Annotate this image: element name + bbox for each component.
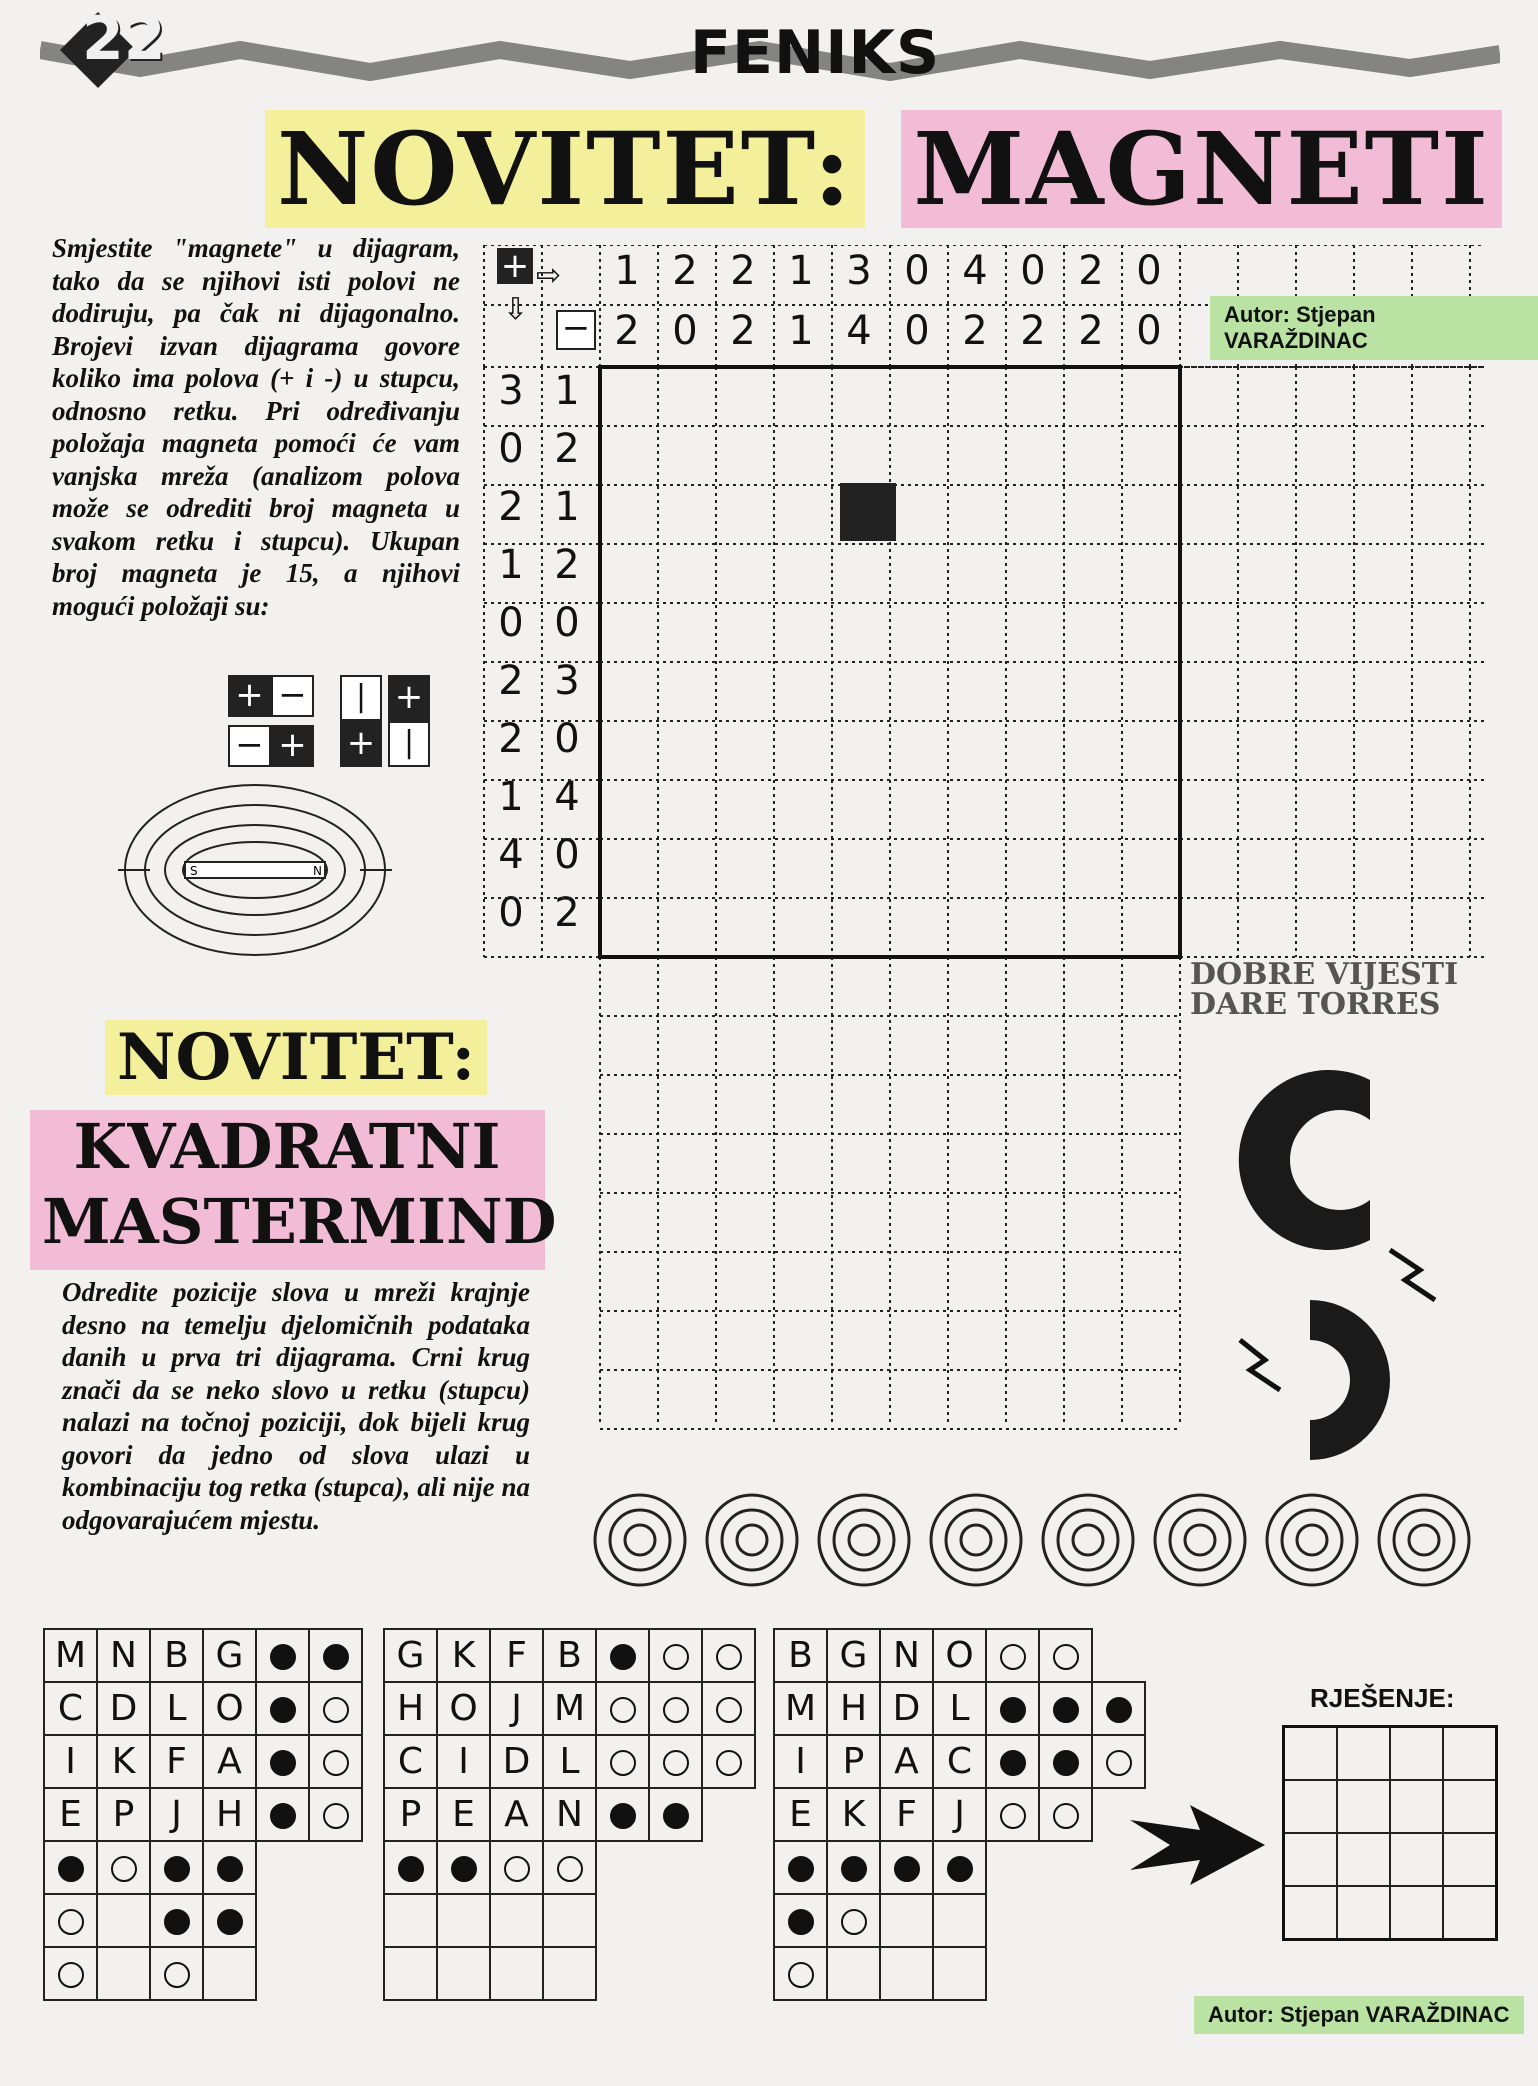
row-plus-clue: 0 (498, 426, 524, 472)
black-dot-icon (1000, 1750, 1026, 1776)
magneti-author (1210, 296, 1538, 360)
letter-cell: B (774, 1629, 827, 1682)
solution-cell (1443, 1727, 1497, 1781)
letter-cell: D (880, 1682, 933, 1735)
black-dot-icon (58, 1856, 84, 1882)
author-name: Stjepan VARAŽDINAC (1224, 302, 1376, 353)
minus-pole: − (228, 725, 271, 767)
letter-cell: F (880, 1788, 933, 1841)
black-dot-icon (217, 1909, 243, 1935)
magnet-s-label: S (190, 864, 198, 878)
letter-cell: B (543, 1629, 596, 1682)
page-number: 22 (82, 4, 166, 74)
row-minus-clue: 2 (554, 542, 580, 588)
col-plus-clue: 0 (1136, 248, 1162, 294)
letter-cell: M (774, 1682, 827, 1735)
white-dot-icon (504, 1856, 530, 1882)
plus-icon: + (497, 248, 533, 284)
white-dot-icon (716, 1644, 742, 1670)
letter-cell: M (543, 1682, 596, 1735)
letter-cell: K (437, 1629, 490, 1682)
black-dot-icon (1053, 1750, 1079, 1776)
solution-cell (1390, 1886, 1443, 1940)
white-dot-icon (323, 1697, 349, 1723)
letter-cell: C (44, 1682, 97, 1735)
row-plus-clue: 0 (498, 600, 524, 646)
white-dot-icon (1053, 1803, 1079, 1829)
black-dot-icon (1000, 1697, 1026, 1723)
black-dot-icon (663, 1803, 689, 1829)
row-minus-clue: 4 (554, 774, 580, 820)
col-plus-clue: 2 (730, 248, 756, 294)
white-dot-icon (58, 1909, 84, 1935)
magnet-n-label: N (313, 864, 322, 878)
mastermind-instructions: Odredite pozicije slova u mreži krajnje desno na temelju djelomičnih podataka danih u prva tri dijagrama. Crni krug znači da se neko slovo u retku (stupcu) nalazi na točnoj poziciji, dok bijeli krug govori da jedno od slova ulazi u kombinaciju tog retka (stupca), ali nije na odgovarajućem mjestu. (62, 1277, 530, 1535)
letter-cell: I (437, 1735, 490, 1788)
white-dot-icon (323, 1750, 349, 1776)
white-dot-icon (1000, 1803, 1026, 1829)
black-dot-icon (217, 1856, 243, 1882)
row-plus-clue: 1 (498, 542, 524, 588)
col-plus-clue: 1 (614, 248, 640, 294)
letter-cell: M (44, 1629, 97, 1682)
magneti-instructions: Smjestite "magnete" u dijagram, tako da se njihovi isti polovi ne dodiruju, pa čak ni dijagonalno. Brojevi izvan dijagrama govore koliko ima polova (+ i -) u stupcu, odnosno retku. Pri određivanju položaja magneta pomoći će vam vanjska mreža (analizom polova može se odrediti broj magneta u svakom retku i stupcu). Ukupan broj magneta je 15, a njihovi mogući položaji su: (52, 233, 460, 621)
letter-cell: O (203, 1682, 256, 1735)
author-name: Stjepan VARAŽDINAC (1280, 2002, 1510, 2027)
letter-cell: A (490, 1788, 543, 1841)
col-minus-clue: 0 (904, 308, 930, 354)
letter-cell: G (203, 1629, 256, 1682)
solution-cell (1337, 1780, 1390, 1833)
white-dot-icon (841, 1909, 867, 1935)
col-minus-clue: 2 (614, 308, 640, 354)
col-plus-clue: 0 (1020, 248, 1046, 294)
arrow-to-solution-icon (1130, 1800, 1270, 1890)
white-dot-icon (1000, 1644, 1026, 1670)
letter-cell: E (437, 1788, 490, 1841)
letter-cell: F (490, 1629, 543, 1682)
solution-cell (1284, 1833, 1338, 1886)
col-plus-clue: 1 (788, 248, 814, 294)
row-plus-clue: 0 (498, 890, 524, 936)
black-dot-icon (610, 1803, 636, 1829)
letter-cell: E (44, 1788, 97, 1841)
vertical-magnet-plus-minus: + | (388, 675, 430, 767)
magnetic-field-illustration (110, 770, 400, 970)
horizontal-magnet-minus-plus (228, 725, 314, 767)
title-magneti: MAGNETI (901, 110, 1502, 228)
title-novitet: NOVITET: (265, 110, 865, 228)
black-dot-icon (841, 1856, 867, 1882)
dot-cell (256, 1735, 309, 1788)
black-dot-icon (788, 1909, 814, 1935)
col-minus-clue: 0 (672, 308, 698, 354)
black-dot-icon (164, 1909, 190, 1935)
letter-cell: J (933, 1788, 986, 1841)
white-dot-icon (58, 1962, 84, 1988)
letter-cell: F (150, 1735, 203, 1788)
solution-cell (1337, 1727, 1390, 1781)
letter-cell: L (543, 1735, 596, 1788)
decorative-wheels-row (590, 1485, 1480, 1595)
letter-cell: O (437, 1682, 490, 1735)
brand-logo: FENIKS (690, 18, 941, 88)
letter-cell: N (543, 1788, 596, 1841)
horizontal-magnet-plus-minus (228, 675, 314, 717)
solution-grid (1282, 1725, 1498, 1941)
letter-cell: J (490, 1682, 543, 1735)
white-dot-icon (663, 1697, 689, 1723)
letter-cell: G (827, 1629, 880, 1682)
black-dot-icon (451, 1856, 477, 1882)
white-dot-icon (164, 1962, 190, 1988)
white-dot-icon (1106, 1750, 1132, 1776)
letter-cell: K (827, 1788, 880, 1841)
letter-cell: J (150, 1788, 203, 1841)
letter-cell: K (97, 1735, 150, 1788)
white-dot-icon (788, 1962, 814, 1988)
minus-pole: − (271, 675, 314, 717)
row-minus-clue: 1 (554, 484, 580, 530)
minus-header: − (556, 310, 596, 350)
letter-cell: P (384, 1788, 437, 1841)
letter-cell: N (880, 1629, 933, 1682)
row-minus-clue: 0 (554, 716, 580, 762)
letter-cell: H (827, 1682, 880, 1735)
mastermind-title-kvadratni: KVADRATNI (73, 1110, 501, 1183)
col-plus-clue: 2 (1078, 248, 1104, 294)
white-dot-icon (610, 1750, 636, 1776)
dot-cell (256, 1629, 309, 1682)
row-plus-clue: 3 (498, 368, 524, 414)
col-minus-clue: 2 (1078, 308, 1104, 354)
col-minus-clue: 2 (730, 308, 756, 354)
white-dot-icon (1053, 1644, 1079, 1670)
black-dot-icon (947, 1856, 973, 1882)
row-minus-clue: 3 (554, 658, 580, 704)
black-dot-icon (270, 1803, 296, 1829)
right-arrow-icon: ⇨ (536, 258, 562, 293)
solution-cell (1443, 1780, 1497, 1833)
col-minus-clue: 2 (1020, 308, 1046, 354)
mastermind-grid-1 (43, 1628, 363, 2001)
white-dot-icon (557, 1856, 583, 1882)
background-headline-1: DOBRE VIJESTI (1190, 957, 1459, 992)
row-plus-clue: 2 (498, 484, 524, 530)
letter-cell: A (203, 1735, 256, 1788)
white-dot-icon (716, 1697, 742, 1723)
background-headline-2: DARE TORRES (1190, 987, 1441, 1022)
black-dot-icon (270, 1697, 296, 1723)
letter-cell: L (150, 1682, 203, 1735)
down-arrow-icon: ⇩ (503, 292, 529, 327)
white-dot-icon (663, 1750, 689, 1776)
black-dot-icon (270, 1750, 296, 1776)
col-plus-clue: 4 (962, 248, 988, 294)
row-plus-clue: 2 (498, 716, 524, 762)
black-dot-icon (894, 1856, 920, 1882)
solution-cell (1337, 1886, 1390, 1940)
plus-pole: + (388, 675, 430, 721)
author-label: Autor: (1208, 2002, 1274, 2027)
black-dot-icon (270, 1644, 296, 1670)
solution-cell (1284, 1780, 1338, 1833)
col-plus-clue: 3 (846, 248, 872, 294)
mastermind-author (1194, 1996, 1524, 2034)
letter-cell: N (97, 1629, 150, 1682)
solution-cell (1284, 1727, 1338, 1781)
white-dot-icon (663, 1644, 689, 1670)
plus-pole: + (271, 725, 314, 767)
row-plus-clue: 2 (498, 658, 524, 704)
solution-cell (1390, 1833, 1443, 1886)
col-plus-clue: 0 (904, 248, 930, 294)
author-label: Autor: (1224, 302, 1290, 327)
black-dot-icon (398, 1856, 424, 1882)
dot-cell (256, 1682, 309, 1735)
letter-cell: L (933, 1682, 986, 1735)
solution-cell (1390, 1780, 1443, 1833)
solution-cell (1284, 1886, 1338, 1940)
black-dot-icon (164, 1856, 190, 1882)
letter-cell: H (384, 1682, 437, 1735)
col-plus-clue: 2 (672, 248, 698, 294)
mastermind-grid-3 (773, 1628, 1146, 2001)
dot-cell (309, 1735, 362, 1788)
mastermind-title-mastermind: MASTERMIND (42, 1185, 557, 1258)
letter-cell: B (150, 1629, 203, 1682)
letter-cell: I (774, 1735, 827, 1788)
row-minus-clue: 0 (554, 600, 580, 646)
col-minus-clue: 4 (846, 308, 872, 354)
letter-cell: G (384, 1629, 437, 1682)
row-minus-clue: 2 (554, 890, 580, 936)
dot-cell (309, 1682, 362, 1735)
solution-cell (1337, 1833, 1390, 1886)
row-plus-clue: 1 (498, 774, 524, 820)
dot-cell (309, 1788, 362, 1841)
row-minus-clue: 2 (554, 426, 580, 472)
white-dot-icon (323, 1803, 349, 1829)
white-dot-icon (716, 1750, 742, 1776)
mastermind-grid-2 (383, 1628, 756, 2001)
letter-cell: O (933, 1629, 986, 1682)
row-plus-clue: 4 (498, 832, 524, 878)
horseshoe-magnets-illustration (1220, 1040, 1460, 1480)
letter-cell: C (933, 1735, 986, 1788)
letter-cell: I (44, 1735, 97, 1788)
dot-cell (309, 1629, 362, 1682)
vertical-magnet-minus-plus: | + (340, 675, 382, 767)
black-dot-icon (788, 1856, 814, 1882)
letter-cell: E (774, 1788, 827, 1841)
background-column-text (1190, 957, 1500, 1022)
col-minus-clue: 1 (788, 308, 814, 354)
solution-cell (1443, 1833, 1497, 1886)
plus-pole: + (340, 721, 382, 767)
black-dot-icon (1106, 1697, 1132, 1723)
col-minus-clue: 0 (1136, 308, 1162, 354)
letter-cell: A (880, 1735, 933, 1788)
magnet-positions (228, 675, 448, 775)
solution-label: RJEŠENJE: (1310, 1683, 1455, 1713)
black-dot-icon (610, 1644, 636, 1670)
black-dot-icon (1053, 1697, 1079, 1723)
letter-cell: C (384, 1735, 437, 1788)
dot-cell (256, 1788, 309, 1841)
letter-cell: D (97, 1682, 150, 1735)
black-cell (840, 483, 896, 541)
solution-cell (1443, 1886, 1497, 1940)
magneti-title (265, 110, 1502, 228)
white-dot-icon (610, 1697, 636, 1723)
plus-pole: + (228, 675, 271, 717)
solution-cell (1390, 1727, 1443, 1781)
row-minus-clue: 0 (554, 832, 580, 878)
letter-cell: P (97, 1788, 150, 1841)
mastermind-title-novitet: NOVITET: (105, 1020, 487, 1095)
letter-cell: D (490, 1735, 543, 1788)
black-dot-icon (323, 1644, 349, 1670)
letter-cell: H (203, 1788, 256, 1841)
row-minus-clue: 1 (554, 368, 580, 414)
white-dot-icon (111, 1856, 137, 1882)
col-minus-clue: 2 (962, 308, 988, 354)
letter-cell: P (827, 1735, 880, 1788)
